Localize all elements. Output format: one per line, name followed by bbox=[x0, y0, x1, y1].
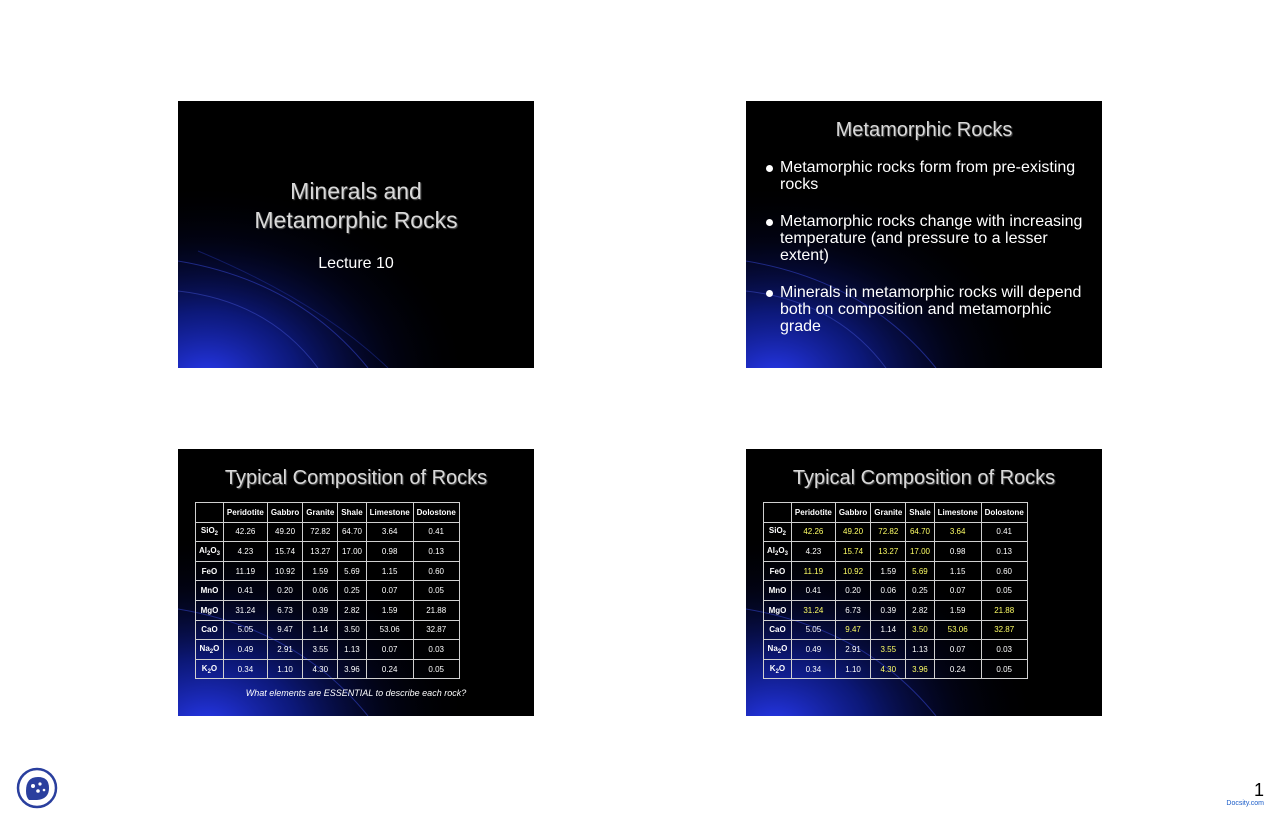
table-cell: 42.26 bbox=[223, 522, 267, 542]
table-cell: 0.20 bbox=[835, 581, 870, 601]
table-cell: 0.05 bbox=[981, 581, 1027, 601]
table-cell: 15.74 bbox=[267, 542, 302, 562]
table-row bbox=[764, 561, 1028, 581]
docsity-logo-icon[interactable] bbox=[16, 767, 58, 809]
column-header: Limestone bbox=[934, 503, 981, 523]
slide-title: Typical Composition of Rocks bbox=[792, 467, 1056, 489]
row-header: $Na_2O$ bbox=[196, 640, 224, 660]
table-row bbox=[764, 542, 1028, 562]
row-header: $Al_2O_3$ bbox=[196, 542, 224, 562]
table-row bbox=[764, 640, 1028, 660]
table-cell: 4.23 bbox=[223, 542, 267, 562]
table-cell: 1.10 bbox=[267, 659, 302, 679]
table-cell: 32.87 bbox=[413, 620, 459, 640]
table-row bbox=[764, 659, 1028, 679]
column-header: Shale bbox=[906, 503, 934, 523]
table-cell: 0.34 bbox=[791, 659, 835, 679]
table-row bbox=[196, 542, 460, 562]
table-cell: 2.91 bbox=[835, 640, 870, 660]
column-header: Limestone bbox=[366, 503, 413, 523]
table-cell: 0.07 bbox=[366, 640, 413, 660]
slide-title bbox=[178, 101, 534, 368]
bullet-item bbox=[766, 159, 1090, 193]
bullet-dot-icon bbox=[766, 290, 773, 297]
row-header: MnO bbox=[196, 581, 224, 601]
table-cell: 0.60 bbox=[981, 561, 1027, 581]
slide-title: Metamorphic Rocks bbox=[835, 119, 1013, 141]
table-cell: 0.07 bbox=[934, 640, 981, 660]
table-cell: 9.47 bbox=[267, 620, 302, 640]
table-cell: 0.41 bbox=[413, 522, 459, 542]
table-cell: 42.26 bbox=[791, 522, 835, 542]
bullet-text: Metamorphic rocks form from pre-existing rocks bbox=[780, 159, 1076, 193]
bullet-text: Minerals in metamorphic rocks will depend both on composition and metamorphic grade bbox=[780, 284, 1082, 335]
table-cell: 31.24 bbox=[791, 600, 835, 620]
table-cell: 0.34 bbox=[223, 659, 267, 679]
table-row bbox=[196, 600, 460, 620]
title-line-2: Metamorphic Rocks bbox=[254, 207, 458, 233]
table-corner-cell bbox=[196, 503, 224, 523]
composition-table-highlighted bbox=[763, 502, 1028, 679]
table-cell: 10.92 bbox=[267, 561, 302, 581]
table-cell: 1.59 bbox=[303, 561, 338, 581]
table-cell: 0.41 bbox=[981, 522, 1027, 542]
table-cell: 11.19 bbox=[791, 561, 835, 581]
table-cell: 1.15 bbox=[934, 561, 981, 581]
composition-table bbox=[195, 502, 460, 679]
table-cell: 0.98 bbox=[934, 542, 981, 562]
row-header: FeO bbox=[196, 561, 224, 581]
row-header: CaO bbox=[764, 620, 792, 640]
column-header: Granite bbox=[871, 503, 906, 523]
table-cell: 1.14 bbox=[303, 620, 338, 640]
table-cell: 0.24 bbox=[366, 659, 413, 679]
table-cell: 10.92 bbox=[835, 561, 870, 581]
table-cell: 49.20 bbox=[267, 522, 302, 542]
table-cell: 0.25 bbox=[338, 581, 366, 601]
table-cell: 3.96 bbox=[906, 659, 934, 679]
column-header: Shale bbox=[338, 503, 366, 523]
table-cell: 13.27 bbox=[871, 542, 906, 562]
slide-composition-highlighted bbox=[746, 449, 1102, 716]
table-cell: 21.88 bbox=[413, 600, 459, 620]
table-cell: 0.05 bbox=[981, 659, 1027, 679]
slide-subtitle: Lecture 10 bbox=[318, 255, 394, 272]
row-header: $Al_2O_3$ bbox=[764, 542, 792, 562]
table-cell: 0.13 bbox=[981, 542, 1027, 562]
table-cell: 17.00 bbox=[338, 542, 366, 562]
table-cell: 0.06 bbox=[871, 581, 906, 601]
column-header: Granite bbox=[303, 503, 338, 523]
table-row bbox=[196, 620, 460, 640]
bullet-list bbox=[766, 159, 1090, 355]
table-cell: 4.30 bbox=[871, 659, 906, 679]
table-cell: 49.20 bbox=[835, 522, 870, 542]
title-line-1: Minerals and bbox=[290, 178, 422, 204]
table-cell: 53.06 bbox=[366, 620, 413, 640]
table-row bbox=[764, 522, 1028, 542]
table-cell: 72.82 bbox=[303, 522, 338, 542]
table-cell: 3.64 bbox=[934, 522, 981, 542]
table-cell: 0.06 bbox=[303, 581, 338, 601]
row-header: $K_2O$ bbox=[196, 659, 224, 679]
table-cell: 2.82 bbox=[906, 600, 934, 620]
column-header: Dolostone bbox=[413, 503, 459, 523]
table-cell: 3.50 bbox=[338, 620, 366, 640]
table-cell: 3.55 bbox=[871, 640, 906, 660]
table-row bbox=[764, 600, 1028, 620]
table-row bbox=[196, 561, 460, 581]
table-cell: 0.03 bbox=[981, 640, 1027, 660]
table-cell: 1.13 bbox=[338, 640, 366, 660]
table-cell: 0.49 bbox=[223, 640, 267, 660]
column-header: Peridotite bbox=[223, 503, 267, 523]
table-cell: 6.73 bbox=[267, 600, 302, 620]
slide-title: Typical Composition of Rocks bbox=[224, 467, 488, 489]
bullet-text: Metamorphic rocks change with increasing temperature (and pressure to a lesser extent) bbox=[780, 213, 1083, 264]
site-link[interactable]: Docsity.com bbox=[1226, 800, 1264, 807]
table-row bbox=[196, 659, 460, 679]
bullet-item bbox=[766, 213, 1090, 264]
table-cell: 5.69 bbox=[338, 561, 366, 581]
table-cell: 0.13 bbox=[413, 542, 459, 562]
table-cell: 15.74 bbox=[835, 542, 870, 562]
row-header: SiO$_2$ bbox=[764, 522, 792, 542]
table-cell: 5.05 bbox=[791, 620, 835, 640]
table-cell: 17.00 bbox=[906, 542, 934, 562]
table-cell: 1.59 bbox=[871, 561, 906, 581]
table-row bbox=[764, 620, 1028, 640]
row-header: CaO bbox=[196, 620, 224, 640]
bullet-dot-icon bbox=[766, 219, 773, 226]
table-cell: 0.05 bbox=[413, 581, 459, 601]
table-cell: 9.47 bbox=[835, 620, 870, 640]
column-header: Dolostone bbox=[981, 503, 1027, 523]
row-header: SiO$_2$ bbox=[196, 522, 224, 542]
row-header: $Na_2O$ bbox=[764, 640, 792, 660]
table-row bbox=[196, 640, 460, 660]
table-cell: 1.14 bbox=[871, 620, 906, 640]
page-number: 1 bbox=[1253, 780, 1264, 800]
table-cell: 3.50 bbox=[906, 620, 934, 640]
table-cell: 64.70 bbox=[906, 522, 934, 542]
row-header: MgO bbox=[764, 600, 792, 620]
table-header-row bbox=[196, 503, 460, 523]
table-cell: 32.87 bbox=[981, 620, 1027, 640]
table-cell: 0.41 bbox=[791, 581, 835, 601]
bullet-dot-icon bbox=[766, 165, 773, 172]
row-header: $K_2O$ bbox=[764, 659, 792, 679]
table-cell: 64.70 bbox=[338, 522, 366, 542]
table-cell: 2.91 bbox=[267, 640, 302, 660]
slide-metamorphic-rocks bbox=[746, 101, 1102, 368]
table-corner-cell bbox=[764, 503, 792, 523]
table-cell: 2.82 bbox=[338, 600, 366, 620]
row-header: MnO bbox=[764, 581, 792, 601]
table-cell: 0.39 bbox=[303, 600, 338, 620]
table-header-row bbox=[764, 503, 1028, 523]
table-row bbox=[764, 581, 1028, 601]
row-header: MgO bbox=[196, 600, 224, 620]
column-header: Gabbro bbox=[835, 503, 870, 523]
table-cell: 0.98 bbox=[366, 542, 413, 562]
slide-main-title bbox=[178, 177, 534, 235]
table-cell: 1.13 bbox=[906, 640, 934, 660]
table-cell: 0.20 bbox=[267, 581, 302, 601]
table-cell: 53.06 bbox=[934, 620, 981, 640]
table-row bbox=[196, 581, 460, 601]
table-cell: 0.05 bbox=[413, 659, 459, 679]
column-header: Peridotite bbox=[791, 503, 835, 523]
table-cell: 6.73 bbox=[835, 600, 870, 620]
table-cell: 3.64 bbox=[366, 522, 413, 542]
table-cell: 31.24 bbox=[223, 600, 267, 620]
table-cell: 72.82 bbox=[871, 522, 906, 542]
table-row bbox=[196, 522, 460, 542]
table-cell: 0.24 bbox=[934, 659, 981, 679]
table-cell: 3.55 bbox=[303, 640, 338, 660]
table-cell: 0.39 bbox=[871, 600, 906, 620]
table-cell: 1.10 bbox=[835, 659, 870, 679]
column-header: Gabbro bbox=[267, 503, 302, 523]
table-cell: 13.27 bbox=[303, 542, 338, 562]
table-cell: 4.30 bbox=[303, 659, 338, 679]
table-cell: 0.25 bbox=[906, 581, 934, 601]
table-cell: 0.49 bbox=[791, 640, 835, 660]
table-cell: 0.41 bbox=[223, 581, 267, 601]
row-header: FeO bbox=[764, 561, 792, 581]
question-text: What elements are ESSENTIAL to describe each rock? bbox=[245, 688, 467, 698]
table-cell: 1.15 bbox=[366, 561, 413, 581]
table-cell: 1.59 bbox=[366, 600, 413, 620]
table-cell: 0.03 bbox=[413, 640, 459, 660]
table-cell: 0.60 bbox=[413, 561, 459, 581]
table-cell: 1.59 bbox=[934, 600, 981, 620]
table-cell: 21.88 bbox=[981, 600, 1027, 620]
table-cell: 0.07 bbox=[366, 581, 413, 601]
table-cell: 11.19 bbox=[223, 561, 267, 581]
table-cell: 5.05 bbox=[223, 620, 267, 640]
bullet-item bbox=[766, 284, 1090, 335]
slide-composition-question bbox=[178, 449, 534, 716]
table-cell: 5.69 bbox=[906, 561, 934, 581]
table-cell: 3.96 bbox=[338, 659, 366, 679]
table-cell: 4.23 bbox=[791, 542, 835, 562]
table-cell: 0.07 bbox=[934, 581, 981, 601]
